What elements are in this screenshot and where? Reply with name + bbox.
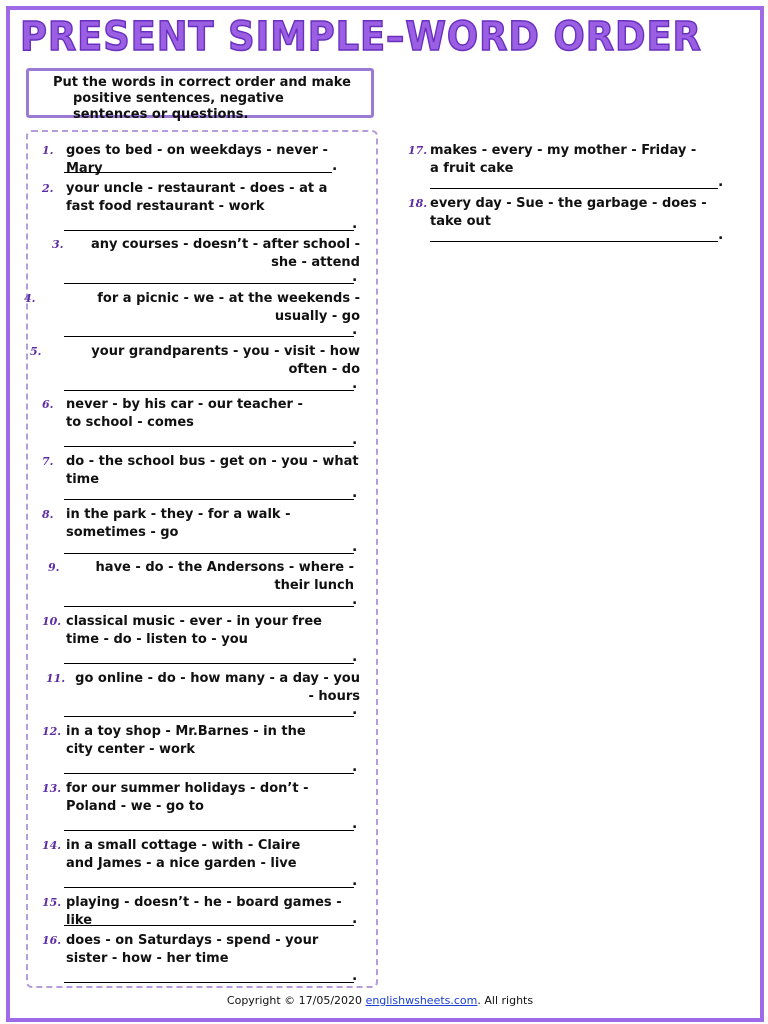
answer-period: .: [352, 702, 358, 718]
answer-period: .: [352, 968, 358, 984]
answer-line[interactable]: [64, 663, 354, 664]
answer-period: .: [352, 592, 358, 608]
answer-period: .: [352, 911, 358, 927]
answer-line[interactable]: [430, 241, 718, 242]
answer-line[interactable]: [64, 390, 354, 391]
item-words: every day - Sue - the garbage - does - take out: [430, 196, 707, 229]
answer-line[interactable]: [64, 716, 354, 717]
item-words: your grandparents - you - visit - how often - do: [91, 344, 360, 377]
item-number: 16.: [42, 934, 62, 947]
item-number: 5.: [30, 345, 42, 358]
answer-period: .: [352, 649, 358, 665]
item-number: 11.: [46, 672, 66, 685]
answer-line[interactable]: [64, 446, 354, 447]
item-words: in a toy shop - Mr.Barnes - in the city center - work: [66, 724, 306, 757]
item-words: do - the school bus - get on - you - what time: [66, 454, 359, 487]
answer-period: .: [352, 485, 358, 501]
footer: [0, 994, 760, 1007]
answer-line[interactable]: [64, 982, 354, 983]
answer-line[interactable]: [64, 606, 354, 607]
item-number: 9.: [48, 561, 60, 574]
copyright-text: Copyright © 17/05/2020: [226, 994, 363, 1007]
item-number: 7.: [42, 455, 54, 468]
item-words: have - do - the Andersons - where - their lunch: [95, 560, 354, 593]
item-number: 13.: [42, 782, 62, 795]
answer-period: .: [352, 216, 358, 232]
item-number: 2.: [42, 182, 54, 195]
item-words: for a picnic - we - at the weekends - usually - go: [97, 291, 360, 324]
item-number: 15.: [42, 896, 62, 909]
answer-line[interactable]: [64, 925, 354, 926]
item-number: 3.: [52, 238, 64, 251]
item-number: 14.: [42, 839, 62, 852]
answer-period: .: [332, 158, 338, 174]
answer-period: .: [352, 759, 358, 775]
item-words: in the park - they - for a walk -sometimes - go: [66, 507, 291, 540]
answer-period: .: [352, 816, 358, 832]
answer-line[interactable]: [64, 230, 354, 231]
answer-period: .: [352, 539, 358, 555]
item-words: classical music - ever - in your free time - do - listen to - you: [66, 614, 322, 647]
answer-line[interactable]: [64, 553, 354, 554]
rights-text: . All rights: [477, 994, 534, 1007]
answer-period: .: [718, 174, 724, 190]
page-title: PRESENT SIMPLE–WORD ORDER: [20, 14, 702, 60]
item-number: 18.: [408, 197, 428, 210]
instructions-line-2: positive sentences, negative sentences or questions.: [73, 91, 284, 122]
answer-line[interactable]: [64, 887, 354, 888]
answer-line[interactable]: [64, 499, 354, 500]
answer-line[interactable]: [64, 283, 354, 284]
answer-line[interactable]: [430, 188, 718, 189]
item-words: does - on Saturdays - spend - your sister - how - her time: [66, 933, 319, 966]
item-number: 6.: [42, 398, 54, 411]
item-words: your uncle - restaurant - does - at a fast food restaurant - work: [66, 181, 328, 214]
item-words: never - by his car - our teacher - to school - comes: [66, 397, 303, 430]
answer-line[interactable]: [64, 830, 354, 831]
item-words: in a small cottage - with - Claire and James - a nice garden - live: [66, 838, 301, 871]
item-number: 1.: [42, 144, 54, 157]
item-number: 8.: [42, 508, 54, 521]
item-words: playing - doesn’t - he - board games - like: [66, 895, 342, 928]
answer-period: .: [352, 873, 358, 889]
item-words: makes - every - my mother - Friday - a fruit cake: [430, 143, 697, 176]
item-words: for our summer holidays - don’t - Poland - we - go to: [66, 781, 309, 814]
site-link[interactable]: englishwsheets.com: [365, 994, 478, 1007]
instructions-box: [26, 68, 374, 122]
answer-period: .: [352, 322, 358, 338]
answer-period: .: [352, 432, 358, 448]
answer-period: .: [352, 269, 358, 285]
item-number: 12.: [42, 725, 62, 738]
item-words: any courses - doesn’t - after school - she - attend: [90, 237, 360, 270]
answer-line[interactable]: [64, 172, 332, 173]
item-number: 4.: [24, 292, 36, 305]
item-number: 17.: [408, 144, 428, 157]
answer-period: .: [352, 376, 358, 392]
answer-line[interactable]: [64, 773, 354, 774]
instructions-line-1: Put the words in correct order and make: [53, 75, 351, 90]
item-number: 10.: [42, 615, 62, 628]
item-words: go online - do - how many - a day - you - hours: [75, 671, 360, 704]
answer-period: .: [718, 227, 724, 243]
answer-line[interactable]: [64, 336, 354, 337]
item-words: goes to bed - on weekdays - never - Mary: [66, 143, 328, 176]
